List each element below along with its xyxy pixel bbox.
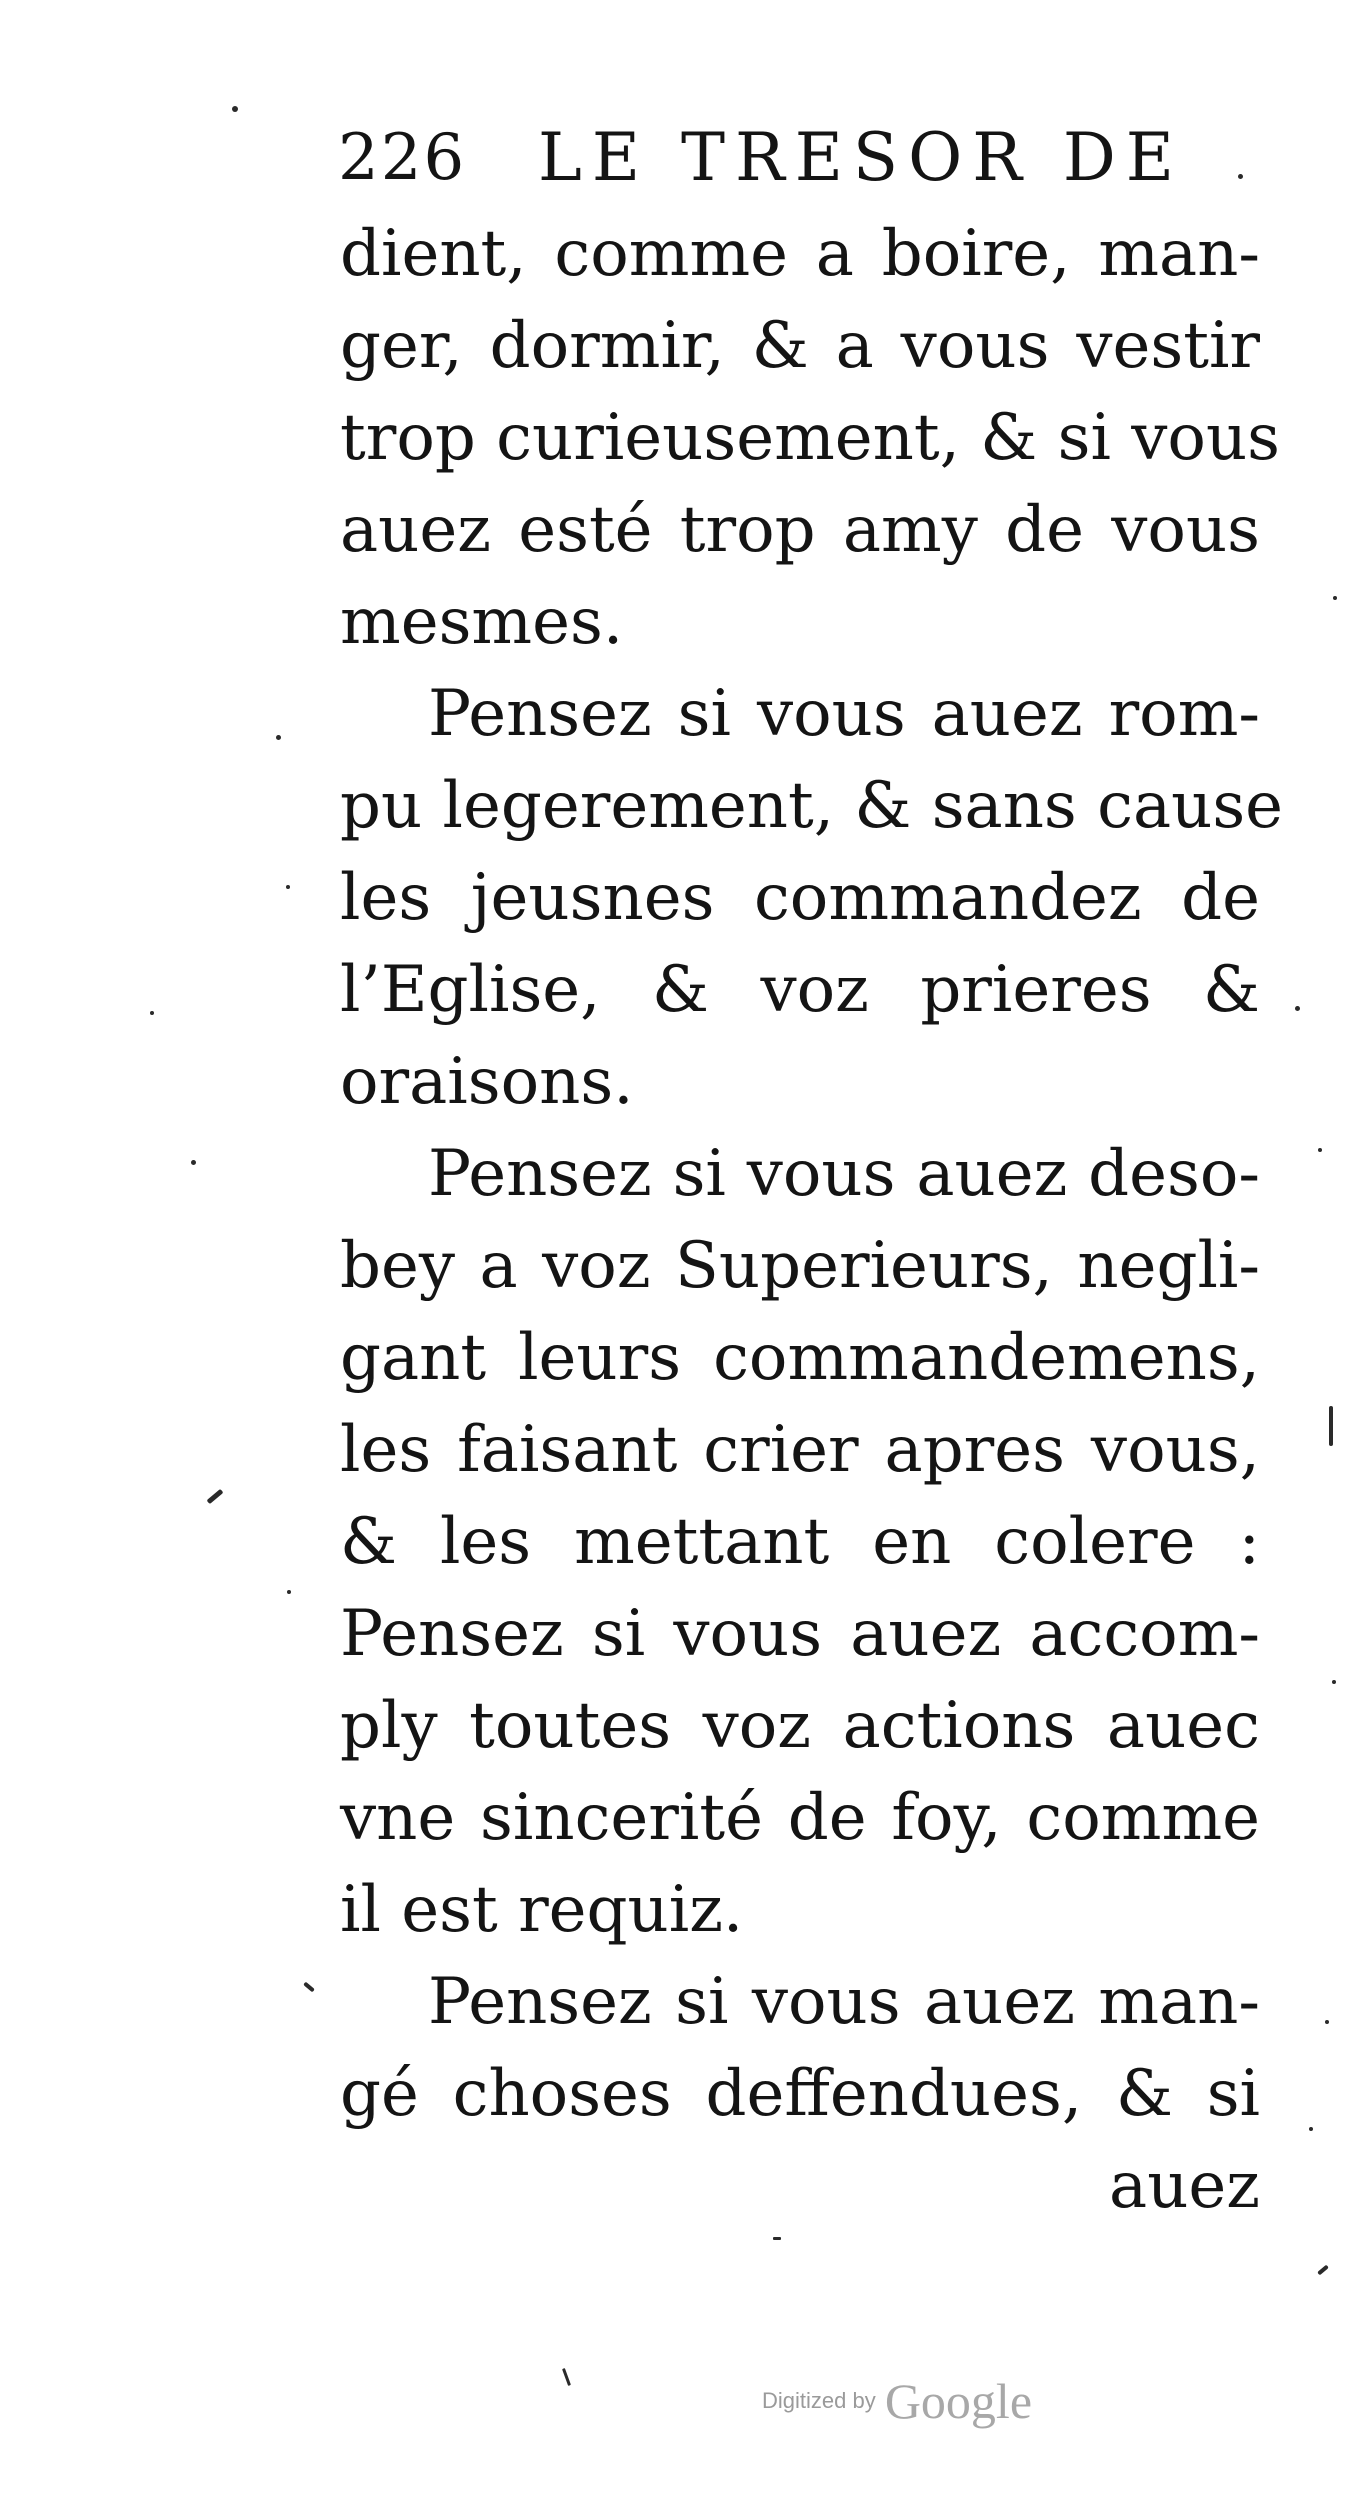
text-line-content: Pensez si vous auez accom- [340,1597,1260,1671]
text-line-content: & les mettant en colere : [340,1505,1260,1579]
text-line [340,944,1260,1036]
scan-speck [562,2368,571,2386]
text-line-content: Pensez si vous auez deso- [428,1137,1260,1211]
text-line [340,1772,1260,1864]
text-line [340,852,1260,944]
catchword: auez [1109,2149,1260,2223]
scan-speck [287,1590,291,1594]
text-line-content: les jeusnes commandez de [340,861,1260,935]
text-line [340,1220,1260,1312]
text-line [340,1036,1260,1128]
text-line [340,1956,1260,2048]
text-line [340,1312,1260,1404]
scan-speck [1332,1680,1336,1684]
catchword-line [340,2140,1260,2232]
text-line [340,1128,1260,1220]
text-line-content: Pensez si vous auez rom- [428,677,1260,751]
scan-speck [1329,1406,1333,1446]
scan-speck [191,1160,196,1165]
text-line [340,576,1260,668]
text-line [340,392,1280,484]
text-line [340,1680,1260,1772]
text-line-content: Pensez si vous auez man- [428,1965,1260,2039]
scan-speck [1317,2265,1329,2276]
text-line-content: ger, dormir, & a vous vestir [340,309,1260,383]
page-header [338,118,1258,198]
running-head: LE TRESOR DE [538,119,1184,196]
text-line [340,760,1284,852]
scan-speck [150,1011,154,1015]
text-line-content: les faisant crier apres vous, [340,1413,1260,1487]
scan-speck [232,106,238,112]
page-number: 226 [338,121,467,195]
text-line [340,300,1260,392]
text-line-content: auez esté trop amy de vous [340,493,1260,567]
text-line [340,1496,1260,1588]
text-line-content: vne sincerité de foy, comme [340,1781,1260,1855]
text-line-content: gé choses deffendues, & si [340,2057,1260,2131]
text-line-content: gant leurs commandemens, [340,1321,1260,1395]
digitization-footer [762,2372,1032,2442]
text-line-content: pu legerement, & sans cause [340,769,1284,843]
text-line-content: dient, comme a boire, man- [340,217,1260,291]
text-line-content: mesmes. [340,585,624,659]
scan-speck [1309,2127,1313,2131]
text-line-content: l’Eglise, & voz prieres & [340,953,1260,1027]
scan-speck [286,885,290,889]
text-line [340,2048,1260,2140]
text-line-content: oraisons. [340,1045,634,1119]
text-line-content: ply toutes voz actions auec [340,1689,1260,1763]
text-line [340,1404,1260,1496]
text-line-content: il est requiz. [340,1873,744,1947]
scan-speck [206,1489,223,1504]
text-line [340,208,1260,300]
scan-speck [1238,174,1243,179]
scan-speck [1318,1148,1322,1152]
scan-speck [773,2237,781,2240]
scan-speck [1325,2020,1329,2024]
text-line [340,668,1260,760]
scan-speck [1333,596,1337,600]
scan-speck [276,735,281,740]
text-line [340,484,1260,576]
text-line-content: bey a voz Superieurs, negli- [340,1229,1260,1303]
scan-speck [303,1982,315,1993]
text-line [340,1588,1260,1680]
text-line [340,1864,1260,1956]
google-logo-text: Google [884,2373,1033,2429]
digitized-by-label: Digitized by [762,2388,876,2413]
text-line-content: trop curieusement, & si vous [340,401,1280,475]
body-text [340,208,1284,2232]
scan-speck [1295,1006,1300,1011]
